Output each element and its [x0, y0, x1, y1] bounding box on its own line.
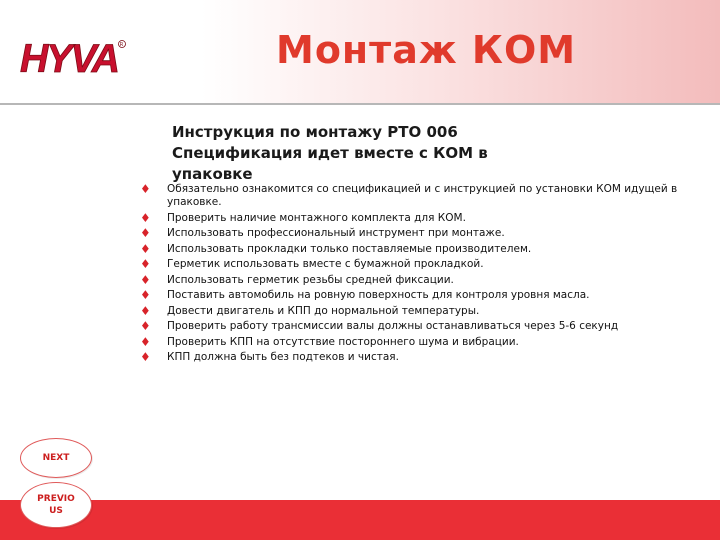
subtitle-block — [172, 122, 552, 185]
hyva-logo-text: HYVA — [20, 37, 118, 76]
list-item-text: Проверить КПП на отсутствие постороннего шума и вибрации. — [167, 335, 519, 348]
list-item-text: Довести двигатель и КПП до нормальной температуры. — [167, 304, 480, 317]
list-item — [140, 274, 700, 287]
footer-band — [0, 500, 720, 540]
instruction-list — [140, 183, 700, 367]
list-item-text: КПП должна быть без подтеков и чистая. — [167, 351, 399, 363]
diamond-bullet-icon: ♦ — [140, 350, 151, 364]
page-title: Монтаж КОМ — [276, 28, 577, 72]
list-item-text: Проверить работу трансмиссии валы должны останавливаться через 5-6 секунд — [167, 320, 619, 332]
previous-label-line-2: US — [49, 506, 63, 516]
header-divider — [0, 103, 720, 105]
list-item — [140, 289, 700, 302]
subtitle-line-3: упаковке — [172, 165, 253, 183]
list-item — [140, 336, 700, 349]
subtitle-line-1: Инструкция по монтажу РТО 006 — [172, 123, 458, 141]
previous-button[interactable] — [20, 482, 92, 528]
list-item — [140, 320, 700, 333]
hyva-logo — [18, 36, 130, 76]
list-item-text: Поставить автомобиль на ровную поверхность для контроля уровня масла. — [167, 289, 590, 301]
list-item — [140, 212, 700, 225]
list-item — [140, 183, 700, 209]
list-item-text: Обязательно ознакомится со спецификацией и с инструкцией по установки КОМ идущей в упаковке. — [167, 183, 678, 208]
diamond-bullet-icon: ♦ — [140, 334, 151, 349]
next-button[interactable] — [20, 438, 92, 478]
list-item — [140, 227, 700, 240]
diamond-bullet-icon: ♦ — [140, 241, 151, 256]
diamond-bullet-icon: ♦ — [140, 182, 151, 196]
diamond-bullet-icon: ♦ — [140, 226, 151, 240]
list-item-text: Использовать прокладки только поставляемые производителем. — [167, 242, 532, 255]
previous-label-line-1: PREVIO — [37, 494, 75, 504]
list-item-text: Использовать профессиональный инструмент при монтаже. — [167, 227, 505, 239]
subtitle-line-2: Спецификация идет вместе с КОМ в — [172, 144, 488, 162]
diamond-bullet-icon: ♦ — [140, 272, 151, 287]
list-item — [140, 258, 700, 271]
diamond-bullet-icon: ♦ — [140, 257, 151, 271]
list-item-text: Проверить наличие монтажного комплекта для КОМ. — [167, 211, 466, 224]
svg-text:R: R — [119, 42, 124, 48]
diamond-bullet-icon: ♦ — [140, 288, 151, 302]
list-item-text: Использовать герметик резьбы средней фиксации. — [167, 273, 454, 286]
diamond-bullet-icon: ♦ — [140, 319, 151, 333]
list-item — [140, 351, 700, 364]
previous-button-label — [37, 493, 75, 517]
list-item — [140, 305, 700, 318]
diamond-bullet-icon: ♦ — [140, 303, 151, 318]
next-button-label: NEXT — [42, 453, 70, 463]
diamond-bullet-icon: ♦ — [140, 210, 151, 225]
list-item — [140, 243, 700, 256]
list-item-text: Герметик использовать вместе с бумажной прокладкой. — [167, 258, 484, 270]
